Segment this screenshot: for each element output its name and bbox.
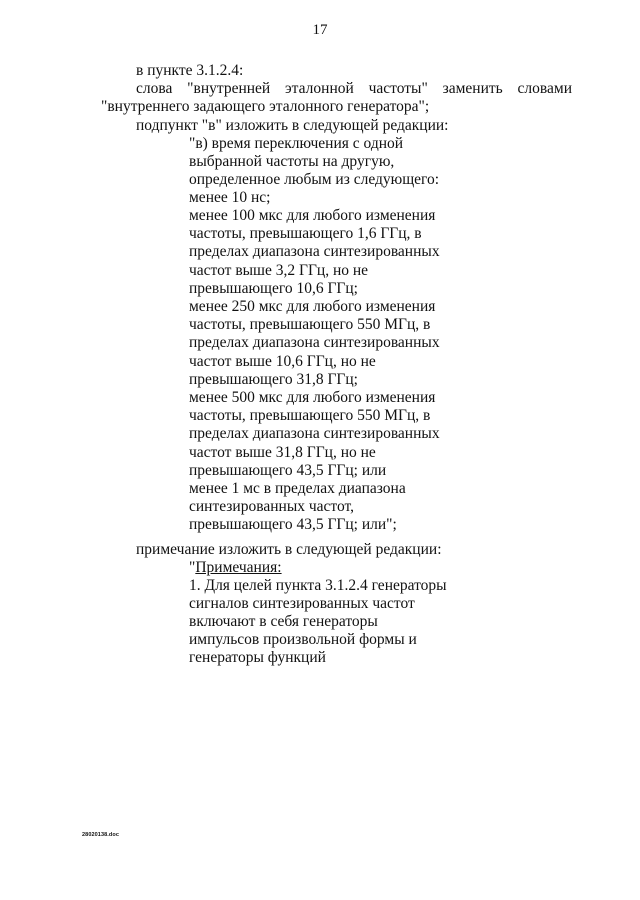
page-number: 17 <box>312 22 328 38</box>
subitem-line: подпункт "в" изложить в следующей редакции: <box>136 117 449 134</box>
quote-line: превышающего 10,6 ГГц; <box>189 280 358 297</box>
quote-line: определенное любым из следующего: <box>189 171 440 188</box>
note-heading <box>189 559 282 577</box>
quote-line: менее 1 мс в пределах диапазона <box>189 480 406 497</box>
note-line: импульсов произвольной формы и <box>189 631 417 648</box>
replace-words-continuation: "внутреннего задающего эталонного генератора"; <box>101 98 430 115</box>
replace-words-line: слова "внутренней эталонной частоты" заменить словами <box>136 80 572 97</box>
quote-line: частот выше 3,2 ГГц, но не <box>189 262 369 279</box>
quote-line: частоты, превышающего 550 МГц, в <box>189 407 431 424</box>
quote-line: частот выше 31,8 ГГц, но не <box>189 444 376 461</box>
quote-line: менее 10 нс; <box>189 189 271 206</box>
quote-line: менее 500 мкс для любого изменения <box>189 389 436 406</box>
note-line: 1. Для целей пункта 3.1.2.4 генераторы <box>189 577 447 594</box>
note-line: включают в себя генераторы <box>189 613 378 630</box>
item-reference-line: в пункте 3.1.2.4: <box>136 62 244 79</box>
note-heading-text: Примечания: <box>195 559 282 576</box>
quote-line: "в) время переключения с одной <box>189 135 404 152</box>
quote-line: пределах диапазона синтезированных <box>189 243 440 260</box>
quote-line: превышающего 43,5 ГГц; или"; <box>189 516 397 533</box>
quote-line: менее 250 мкс для любого изменения <box>189 298 436 315</box>
quote-line: превышающего 31,8 ГГц; <box>189 371 358 388</box>
note-intro-line: примечание изложить в следующей редакции: <box>136 541 442 558</box>
quote-line: пределах диапазона синтезированных <box>189 334 440 351</box>
quote-line: пределах диапазона синтезированных <box>189 425 440 442</box>
footer-file-code: 28020138.doc <box>82 832 119 838</box>
quote-line: превышающего 43,5 ГГц; или <box>189 462 387 479</box>
quote-line: частот выше 10,6 ГГц, но не <box>189 353 376 370</box>
quote-line: частоты, превышающего 550 МГц, в <box>189 316 431 333</box>
quote-line: синтезированных частот, <box>189 498 355 515</box>
quote-line: менее 100 мкс для любого изменения <box>189 207 436 224</box>
note-line: сигналов синтезированных частот <box>189 595 415 612</box>
quote-line: частоты, превышающего 1,6 ГГц, в <box>189 225 422 242</box>
note-line: генераторы функций <box>189 649 326 666</box>
note-heading-quote: " <box>189 559 196 576</box>
quote-line: выбранной частоты на другую, <box>189 153 395 170</box>
